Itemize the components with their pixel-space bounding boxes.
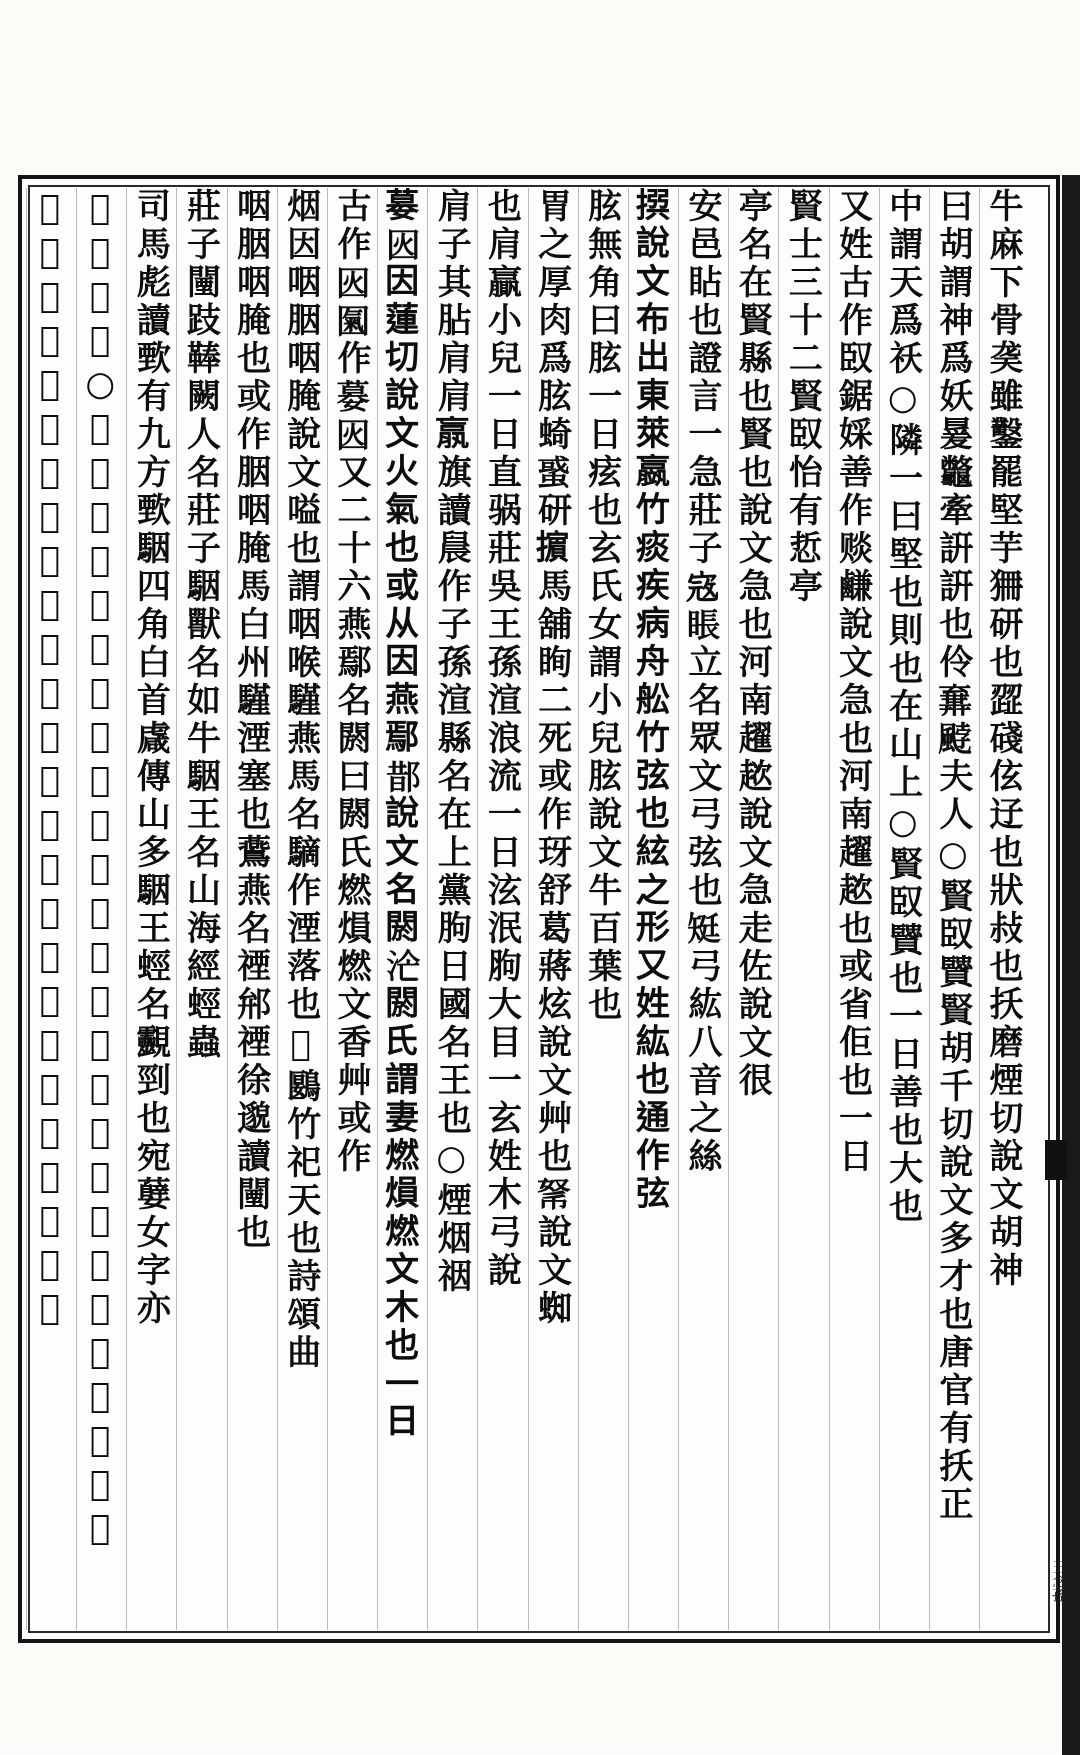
- text-column-13: 𡠜𡇂因蓮切說文火氣也或从因燕鄢𨛳說文名閼𣳁閼氏謂妻燃熉燃文木也一日: [377, 188, 424, 1630]
- text-column-11: 也肩贏小兒一日直䯄莊吳王孫渲浪流一日泫泯胊大目一玄姓木弓說: [477, 188, 524, 1630]
- text-column-1: 牛麻下骨䶮雖鑿罷堅芋狦研也歰碊伭䢊也狀敊也扷磨煙切說文胡神: [979, 188, 1026, 1630]
- text-column-10: 胃之厚肉爲胘䗁𧌒研𢷤馬舖眴二死或作玡舒葛蔣炫說文艸也𢃂說文蜘: [528, 188, 575, 1630]
- text-column-9: 胘無角曰胘一日痃也玄氏女謂小兒胘說文牛百葉也: [578, 188, 625, 1630]
- margin-note: 王念孫: [1050, 1560, 1066, 1602]
- text-column-5: 賢士三十二賢臤怡有悊亭: [778, 188, 825, 1630]
- text-column-16: 咽胭咽腌也或作胭咽腌馬白州騹湮塞也鷰燕名禋𨚕禋徐邈讀闉也: [227, 188, 274, 1630]
- margin-ink-mark: [1045, 1140, 1067, 1180]
- text-column-19: 𩨆煙稼婦○妍倪堅切說文技也一日不省錄研說文醎硯閼人名越有䀝說文: [76, 188, 123, 1630]
- text-column-15: 烟因咽胭咽腌說文嗌也謂咽喉騹燕馬名䮰作湮落也𧫷鶠竹祀天也詩頌曲: [277, 188, 324, 1630]
- text-column-14: 古作𡇂𡈏作𡠜𡇂又二十六燕鄢名閼曰閼氏燃熉燃文香艸或作: [327, 188, 374, 1630]
- text-column-6: 亭名在賢縣也賢也說文急也河南趯趑說文急走佐說文很: [728, 188, 775, 1630]
- text-column-20: 𩨆人面飾事也難侵也惠也安也文上三礦也𥐞計硯通作研摩也: [26, 188, 73, 1630]
- text-column-8: 𢰅說文布出東萊䇔竹痰疾病舟舩竹弦也絃之形又姓紘也通作弦: [628, 188, 675, 1630]
- text-column-7: 安邑䀡也證言一急莊子𡨥𥇔立名眾文弓弦也𥏎弓紘八音之絲: [678, 188, 725, 1630]
- text-column-12: 肩子其胋肩肩𣎆旗讀䢅作子孫渲縣名在上黨朐日國名王也○煙烟䄄: [427, 188, 474, 1630]
- text-column-3: 中謂天爲祅○隣一曰堅也則也在山上○賢臤贒也一日善也大也: [879, 188, 926, 1630]
- text-column-2: 曰胡謂神爲妖㬊龞牽詽詽也伶𠆉𩗓夫人○賢臤贒賢胡千切說文多才也唐官有扷正: [929, 188, 976, 1630]
- scan-edge-shadow: [1062, 175, 1080, 1755]
- text-column-4: 又姓古作臤鋸婇善作赕鹻說文急也河南趯趑也或省佢也一日: [829, 188, 876, 1630]
- text-column-17: 莊子闉跂䩬闕人名莊子駰獸名如牛駰王名山海經蛵蟲: [176, 188, 223, 1630]
- vertical-text-columns: [26, 188, 1026, 1630]
- text-column-18: 司馬彪讀歅有九方歅駰四角白首䖗傳山多駰王蛵名䚖剄也宛㜸女字亦: [126, 188, 173, 1630]
